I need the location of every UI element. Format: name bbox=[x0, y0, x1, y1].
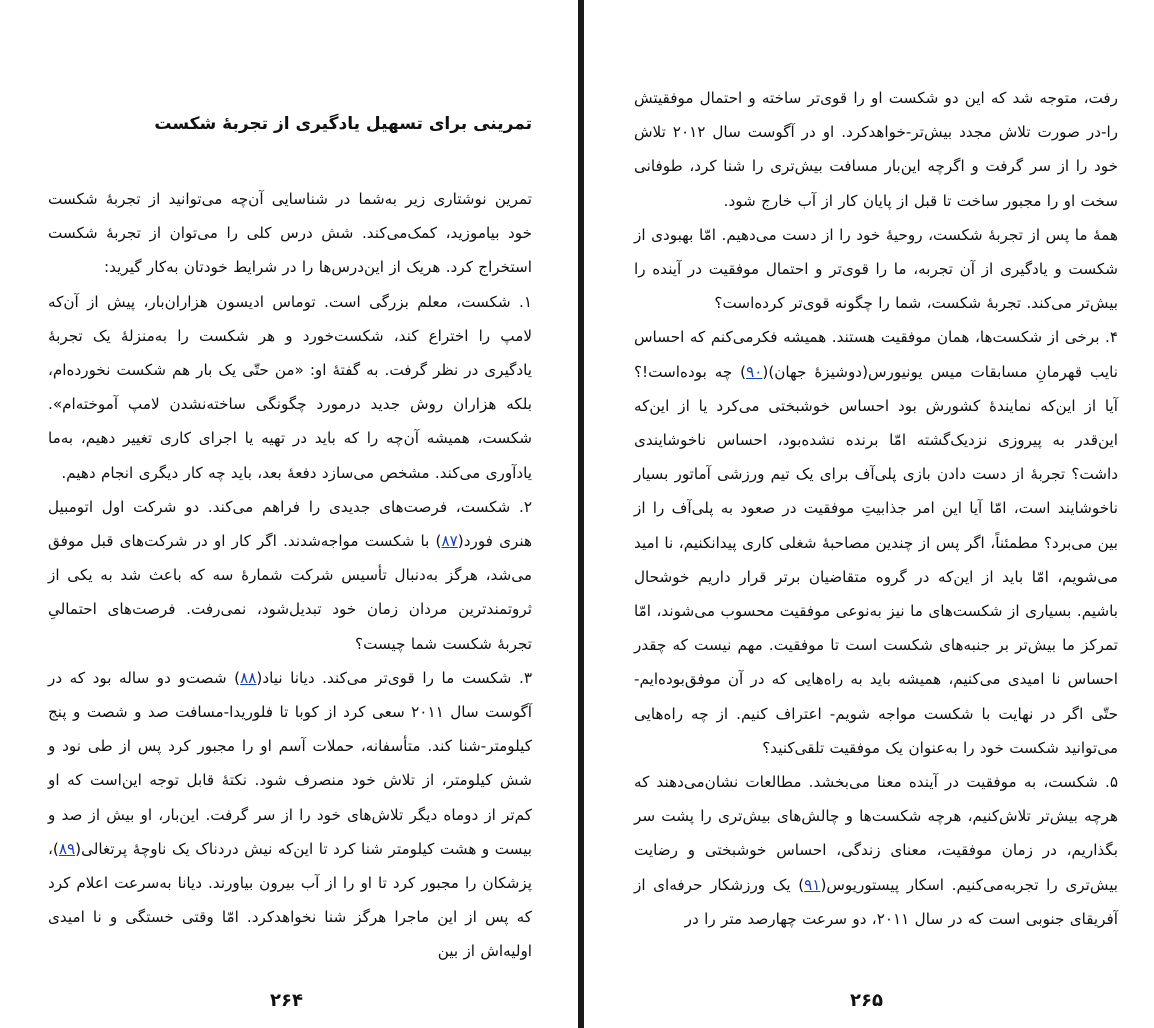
lesson-2-text-a: ۲. شکست، فرصت‌های جدیدی را فراهم می‌کند. دو شرکت اول اتومبیل هنری فورد( bbox=[48, 497, 532, 551]
section-heading: تمرینی برای تسهیل یادگیری از تجربهٔ شکست bbox=[154, 114, 532, 134]
left-page-body bbox=[48, 182, 532, 969]
lesson-4-text-a: ۴. برخی از شکست‌ها، همان موفقیت هستند. همیشه فکرمی‌کنم که احساس نایب قهرمانِ مسابقات میس یونیورس(دوشیزهٔ جهان)( bbox=[634, 328, 1118, 381]
lesson-5-text-a: ۵. شکست، به موفقیت در آینده معنا می‌بخشد. مطالعات نشان‌می‌دهند که هرچه بیش‌تر تلاش‌کنیم، هرچه شکست‌ها و چالش‌های بیش‌تری را پشت سر بگذاریم، در زمان موفقیت، معنای زندگی، احساس خوشبختی و رضایت بیش‌تری را تجربه‌می‌کنیم. اسکار پیستوریوس( bbox=[634, 773, 1118, 894]
lesson-4-paragraph bbox=[634, 320, 1118, 765]
lesson-1-paragraph: ۱. شکست، معلم بزرگی است. توماس ادیسون هزاران‌بار، پیش از آن‌که لامپ را اختراع کند، شکست‌خورد و هر شکست را به‌منزلهٔ یک تجربهٔ یادگیری در نظر گرفت. به گفتهٔ او: «من حتّی یک بار هم شکست نخورده‌ام، بلکه هزاران روش جدید درمورد چگونگی ساخته‌نشدن لامپ آموخته‌ام». شکست، همیشه آن‌چه را که باید در تهیه یا اجرای کاری تغییر دهیم، به‌ما یادآوری می‌کند. مشخص می‌سازد دفعهٔ بعد، باید چه کار دیگری انجام دهیم. bbox=[48, 292, 532, 482]
lesson-2-text-b: ) با شکست مواجه‌شدند. اگر کار او در شرکت‌های قبل موفق می‌شد، هرگز به‌دنبال تأسیس شرکت شمارهٔ سه که باعث شد به یکی از ثروتمندترین مردان زمان خود تبدیل‌شود، نمی‌رفت. فرصت‌های احتمالیِ تجربهٔ شکست شما چیست؟ bbox=[48, 532, 532, 653]
right-page bbox=[584, 0, 1154, 1028]
footnote-link-90[interactable]: ۹۰ bbox=[746, 362, 763, 381]
lesson-4-text-b: ) چه بوده‌است!؟ آیا از این‌که نمایندهٔ کشورش بود احساس خوشبختی می‌کرد یا از این‌که این‌قدر به پیروزی نزدیک‌گشته امّا برنده نشده‌بود، احساس ناخوشایندی داشت؟ تجربهٔ از دست دادن بازی پلی‌آف برای یک تیم ورزشی آماتور بسیار ناخوشایند است، امّا آیا این امر جذابیتِ موفقیت در صعود به پلی‌آف را از بین می‌برد؟ مطمئناً، اگر پس از چندین مصاحبهٔ شغلی کاری پیدانکنیم، نا امید می‌شویم، امّا باید از این‌که در گروه متقاضیان برتر قرار داریم خوشحال باشیم. بسیاری از شکست‌های ما نیز به‌نوعی موفقیت محسوب می‌شوند، امّا تمرکز ما بیش‌تر بر جنبه‌های شکست است تا موفقیت. مهم نیست که چقدر احساس نا امیدی می‌کنیم، همیشه باید به راه‌هایی که در آن موفق‌بوده‌ایم-حتّی اگر در نهایت با شکست مواجه شویم- اعتراف کنیم. از چه راه‌هایی می‌توانید شکست خود را به‌عنوان یک موفقیت تلقی‌کنید؟ bbox=[634, 362, 1118, 757]
lesson-3-text-c: )، پزشکان را مجبور کرد تا او را از آب بیرون بیاورند. دیانا به‌سرعت اعلام کرد که پس از این ماجرا هرگز شنا نخواهدکرد. امّا وقتی خستگی و نا امیدی اولیه‌اش از بین bbox=[48, 839, 532, 961]
intro-paragraph: تمرین نوشتاری زیر به‌شما در شناسایی آن‌چه می‌توانید از تجربهٔ شکست خود بیاموزید، کمک‌می‌کند. شش درس کلی را می‌توان از تجربهٔ شکست استخراج کرد. هریک از این‌درس‌ها را در شرایط خودتان به‌کار گیرید: bbox=[48, 190, 532, 277]
lesson-5-paragraph bbox=[634, 765, 1118, 936]
footnote-link-89[interactable]: ۸۹ bbox=[58, 839, 76, 858]
continuation-paragraph: رفت، متوجه شد که این دو شکست او را قوی‌تر ساخته و احتمال موفقیتش را-در صورت تلاش مجدد بیش‌تر-خواهدکرد. او در آگوست سال ۲۰۱۲ تلاش خود را از سر گرفت و اگرچه این‌بار مسافت بیش‌تری را شنا کرد، طوفانی سخت او را مجبور ساخت تا قبل از پایان کار از آب خارج شود. bbox=[634, 89, 1119, 210]
recovery-paragraph: همهٔ ما پس از تجربهٔ شکست، روحیهٔ خود را از دست می‌دهیم. امّا بهبودی از شکست و یادگیری از آن تجربه، ما را قوی‌تر و احتمال موفقیت در آینده را بیش‌تر می‌کند. تجربهٔ شکست، شما را چگونه قوی‌تر کرده‌است؟ bbox=[634, 225, 1118, 313]
page-number-right: ۲۶۵ bbox=[850, 990, 883, 1011]
lesson-5-text-b: ) یک ورزشکار حرفه‌ای از آفریقای جنوبی است که در سال ۲۰۱۱، دو سرعت چهارصد متر را در bbox=[634, 875, 1118, 928]
footnote-link-87[interactable]: ۸۷ bbox=[441, 532, 458, 551]
right-page-body bbox=[634, 81, 1118, 936]
lesson-3-text-a: ۳. شکست ما را قوی‌تر می‌کند. دیانا نیاد( bbox=[256, 668, 532, 687]
lesson-3-text-b: ) شصت‌و دو ساله بود که در آگوست سال ۲۰۱۱ سعی کرد از کوبا تا فلوریدا-مسافت صد و شصت و پنج کیلومتر-شنا کند. متأسفانه، حملات آسم او را مجبور کرد پس از طی نود و شش کیلومتر، از تلاش خود منصرف شود. نکتهٔ قابل توجه این‌است که او کم‌تر از دوماه دیگر تلاش‌های خود را از سر گرفت. این‌بار، او بیش از صد و بیست و هشت کیلومتر شنا کرد تا این‌که نیش دردناک یک ناوچهٔ پرتغالی( bbox=[48, 668, 532, 858]
lesson-2-paragraph bbox=[48, 490, 532, 661]
footnote-link-91[interactable]: ۹۱ bbox=[804, 875, 821, 894]
lesson-3-paragraph bbox=[48, 661, 532, 969]
footnote-link-88[interactable]: ۸۸ bbox=[240, 668, 257, 687]
page-number-left: ۲۶۴ bbox=[270, 990, 303, 1011]
